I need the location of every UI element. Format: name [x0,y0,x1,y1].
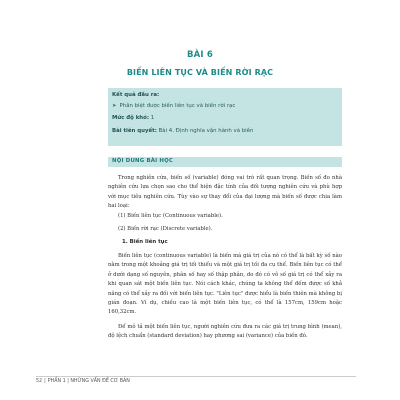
objectives-heading: Kết quả đầu ra: [112,92,160,98]
page-footer [36,379,130,384]
lesson-number: BÀI 6 [186,50,214,60]
footer-divider [36,376,356,377]
list-item-continuous: (1) Biến liên tục (Continuous variable). [118,213,223,219]
arrow-bullet-icon: ➤ [112,103,117,109]
objectives-item: ➤ Phân biệt được biến liên tục và biến rời rạc [112,103,236,109]
section-header [108,157,342,167]
subheading-continuous-variable: 1. Biến liên tục [122,239,168,245]
list-item-discrete: (2) Biến rời rạc (Discrete variable). [118,226,213,232]
page-number: 52 [36,379,43,384]
objectives-box [108,88,342,146]
intro-paragraph: Trong nghiên cứu, biến số (variable) đóng vai trò rất quan trọng. Biến số đo nhà nghiên cứu lựa chọn sao cho thể hiện đặc tính của đối tượng nghiên cứu và phù hợp với mục tiêu nghiên cứu. Tùy vào sự thay đổi của đại lượng mà biến số được chia làm hai loại: [108,175,342,210]
lesson-title: BIẾN LIÊN TỤC VÀ BIẾN RỜI RẠC [126,68,274,77]
difficulty-level: Mức độ khó: 1 [112,115,155,121]
prerequisite-lesson: Bài tiên quyết: Bài 4. Định nghĩa vận hành và biến [112,128,254,134]
paragraph-continuous-definition: Biến liên tục (continuous variable) là biến mà giá trị của nó có thể là bất kỳ số nào nằm trong một khoảng giá trị tối thiểu và một giá trị tối đa cụ thể. Biến liên tục có thể ở dưới dạng số nguyên, phân số hay số thập phân, do đó có vô số giá trị có thể xảy ra khi quan sát một biến liên tục. Nói cách khác, chúng ta không thể đếm được số khả năng có thể xảy ra đối với biến liên tục. "Liên tục" được hiểu là biến thiên mà không bị gián đoạn. Ví dụ, chiều cao là một biến liên tục, có thể là 157cm, 159cm hoặc 160,32cm. [108,253,342,316]
paragraph-continuous-description: Để mô tả một biến liên tục, người nghiên cứu đưa ra các giá trị trung bình (mean), độ lệch chuẩn (standard deviation) hay phương sai (variance) của biến đó. [108,324,342,340]
footer-part-label: PHẦN 1 | NHỮNG VẤN ĐỀ CƠ BẢN [47,379,130,384]
section-title: NỘI DUNG BÀI HỌC [112,158,174,164]
footer-separator: | [44,379,46,384]
